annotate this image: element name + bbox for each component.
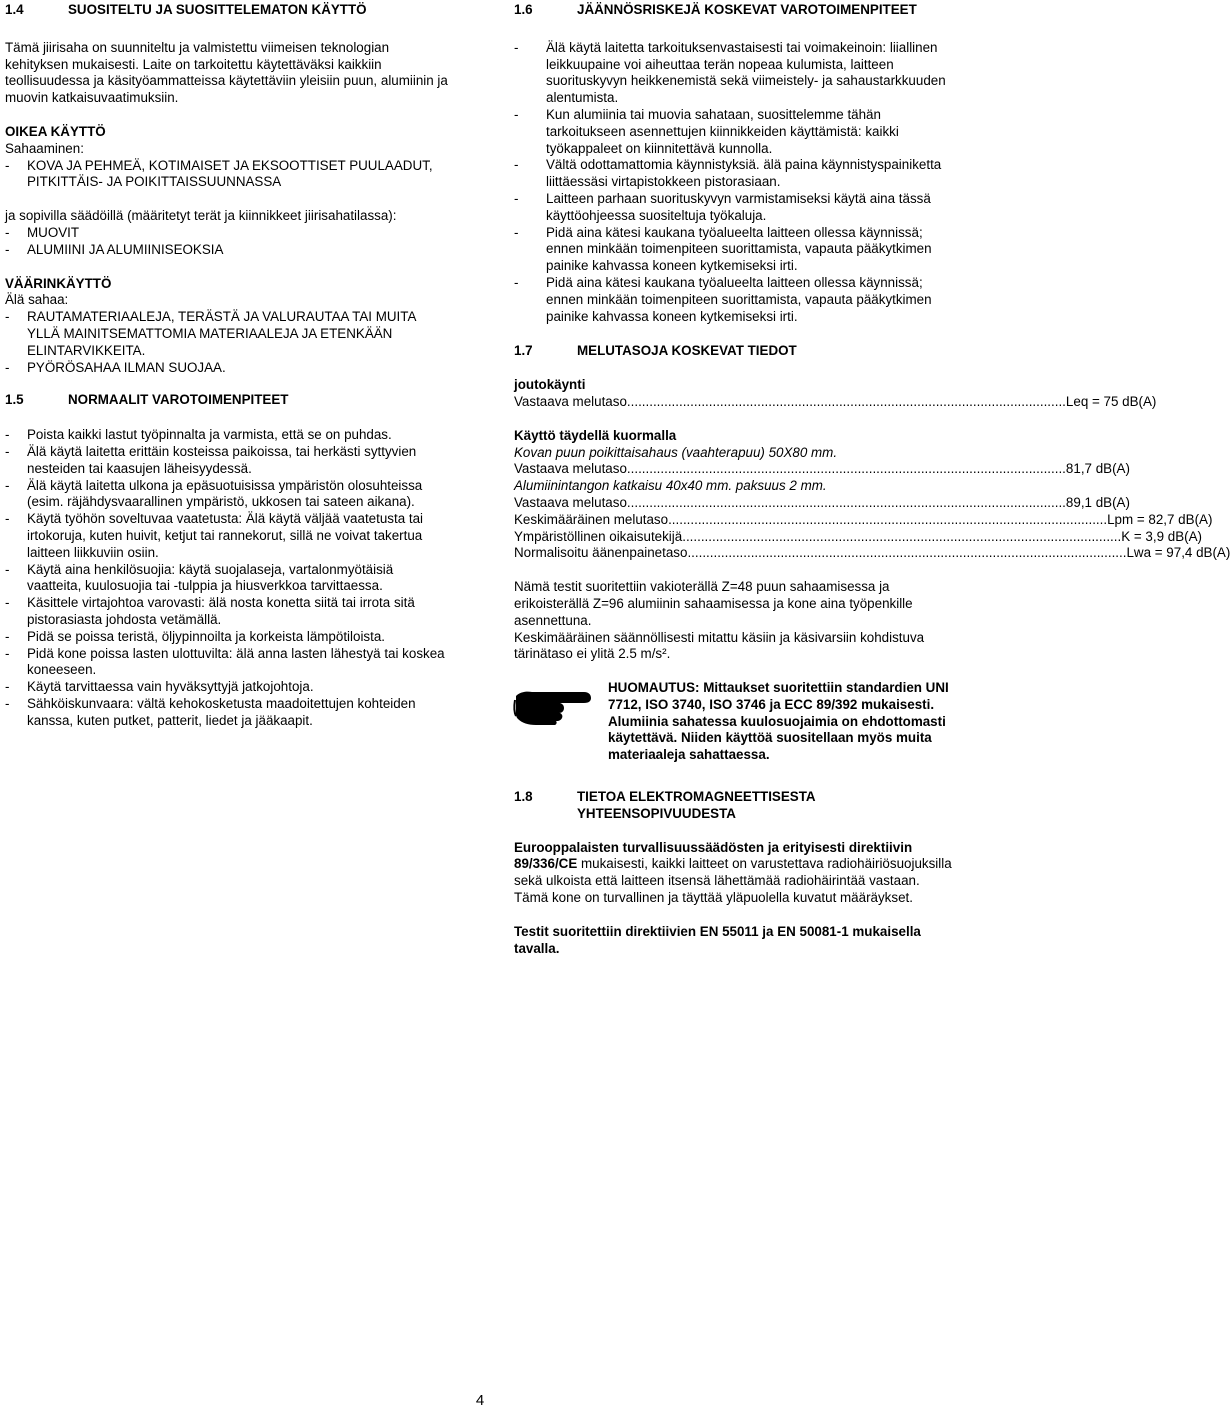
section-number: 1.7	[514, 343, 533, 359]
do-not-saw-label: Älä sahaa:	[5, 292, 69, 308]
emc-paragraph: Eurooppalaisten turvallisuussäädösten ja erityisesti direktiivin 89/336/CE mukaisesti, kaikki laitteet on varustettava radiohäiriösuojuksilla sekä ulkoista että laitteen itsensä lähettämää radiohäirintää vastaan.	[514, 839, 952, 889]
correct-use-heading: OIKEA KÄYTTÖ	[5, 123, 106, 139]
section-number: 1.4	[5, 2, 24, 17]
page-number: 4	[475, 1392, 485, 1409]
list-item: - Älä käytä laitetta tarkoituksenvastaisesti tai voimakeinoin: liiallinen leikkuupaine voi aiheuttaa terän nopeaa kulumista, laitteen suorituskyvyn heikkenemistä sekä viimeistely- ja sahaustarkkuuden alentumista.	[514, 39, 946, 106]
noise-row: Vastaava melutaso ...................................................................................................................... 81,7 dB(A)	[514, 461, 1130, 477]
list-item: - Kun alumiinia tai muovia sahataan, suosittelemme tähän tarkoitukseen asennettujen kiinnikkeiden käyttämistä: kaikki työkappaleet on kiinnitettävä kunnolla.	[514, 106, 899, 156]
noise-row: Vastaava melutaso ...................................................................................................................... Leq = 75 dB(A)	[514, 393, 1157, 409]
test-description: Kovan puun poikittaisahaus (vaahterapuu) 50X80 mm.	[514, 444, 838, 460]
section-title: JÄÄNNÖSRISKEJÄ KOSKEVAT VAROTOIMENPITEET	[577, 2, 917, 17]
list-item: - Vältä odottamattomia käynnistyksiä. älä paina käynnistyspainiketta liittäessäsi virtapistokkeen pistorasiaan.	[514, 157, 942, 190]
noise-row: Vastaava melutaso ...................................................................................................................... 89,1 dB(A)	[514, 494, 1130, 510]
general-precautions-list	[5, 427, 448, 729]
noise-row: Keskimääräinen melutaso ...................................................................................................................... Lpm = 82,7 dB(A)	[514, 511, 1213, 527]
residual-risk-list	[514, 40, 960, 326]
list-item: - RAUTAMATERIAALEJA, TERÄSTÄ JA VALURAUTAA TAI MUITA YLLÄ MAINITSEMATTOMIA MATERIAALEJA JA ETENKÄÄN ELINTARVIKKEITA.	[5, 309, 416, 358]
noise-row: Normalisoitu äänenpainetaso ...................................................................................................................... Lwa = 97,4 dB(A)	[514, 545, 1230, 561]
note-block	[514, 680, 960, 764]
list-item: - Pidä se poissa teristä, öljypinnoilta ja korkeista lämpötiloista.	[5, 628, 386, 644]
list-item: - Laitteen parhaan suorituskyvyn varmistamiseksi käytä aina tässä käyttöohjeessa suositeltuja työkaluja.	[514, 190, 931, 223]
list-item: - Käsittele virtajohtoa varovasti: älä nosta konetta siitä tai irrota sitä pistorasiasta johdosta vetämällä.	[5, 595, 415, 627]
emc-compliance: Tämä kone on turvallinen ja täyttää yläpuolella kuvatut määräykset.	[514, 890, 913, 906]
section-1-8-heading	[514, 789, 960, 823]
section-number: 1.5	[5, 392, 24, 408]
section-title: NORMAALIT VAROTOIMENPITEET	[68, 392, 289, 408]
settings-paragraph: ja sopivilla säädöillä (määritetyt terät ja kiinnikkeet jiirisahatilassa):	[5, 208, 397, 224]
right-column	[514, 0, 1230, 957]
list-item: - Sähköiskunvaara: vältä kehokosketusta maadoitettujen kohteiden kanssa, kuten putket, patterit, liedet ja jääkaapit.	[5, 695, 416, 728]
section-1-5-heading	[5, 392, 448, 409]
vibration-paragraph: Keskimääräinen säännöllisesti mitattu käsiin ja käsivarsiin kohdistuva tärinätaso ei ylitä 2.5 m/s².	[514, 629, 925, 662]
left-column	[5, 0, 448, 729]
full-load-heading: Käyttö täydellä kuormalla	[514, 427, 677, 443]
section-title: SUOSITELTU JA SUOSITTELEMATON KÄYTTÖ	[68, 2, 367, 17]
list-item: - MUOVIT	[5, 224, 80, 240]
misuse-heading: VÄÄRINKÄYTTÖ	[5, 275, 112, 291]
list-item: - Pidä aina kätesi kaukana työalueelta laitteen ollessa käynnissä; ennen minkään toimenpiteen suorittamista, vapauta pääkytkimen painike kahvassa koneen kytkemiseksi irti.	[514, 274, 932, 324]
list-item: - Käytä työhön soveltuvaa vaatetusta: Älä käytä väljää vaatetusta tai irtokoruja, kuten huivit, ketjut tai rannekorut, sillä ne voivat takertua laitteen liikkuviin osiin.	[5, 511, 424, 560]
emc-tests: Testit suoritettiin direktiivien EN 55011 ja EN 50081-1 mukaisella tavalla.	[514, 923, 921, 956]
section-title: MELUTASOJA KOSKEVAT TIEDOT	[577, 343, 797, 359]
intro-paragraph: Tämä jiirisaha on suunniteltu ja valmistettu viimeisen teknologian kehityksen mukaisesti. Laite on tarkoitettu käytettäväksi kaikkiin teollisuudessa ja käsityöammatteissa käytettäviin yleisiin puun, alumiinin ja muovin katkaisuvaatimuksiin.	[5, 39, 448, 106]
note-text: HUOMAUTUS: Mittaukset suoritettiin standardien UNI 7712, ISO 3740, ISO 3746 ja ECC 89/392 mukaisesti. Alumiinia sahatessa kuulosuojaimia on ehdottomasti käytettävä. Niiden käyttöä suositellaan myös muita materiaaleja sahattaessa.	[608, 680, 949, 763]
section-1-4-heading	[5, 2, 448, 19]
section-number: 1.6	[514, 2, 533, 17]
list-item: - Käytä tarvittaessa vain hyväksyttyjä jatkojohtoja.	[5, 679, 314, 695]
section-number: 1.8	[514, 789, 533, 805]
list-item: - PYÖRÖSAHAA ILMAN SUOJAA.	[5, 359, 226, 375]
pointing-hand-icon	[514, 680, 608, 764]
list-item: - Poista kaikki lastut työpinnalta ja varmista, että se on puhdas.	[5, 427, 392, 443]
list-item: - Älä käytä laitetta ulkona ja epäsuotuisissa ympäristön olosuhteissa (esim. räjähdysvaarallinen ympäristö, ukkosen tai sateen aikana).	[5, 477, 423, 510]
list-item: - Älä käytä laitetta erittäin kosteissa paikoissa, tai herkästi syttyvien nesteiden tai kaasujen läheisyydessä.	[5, 443, 417, 476]
list-item: - Pidä aina kätesi kaukana työalueelta laitteen ollessa käynnissä; ennen minkään toimenpiteen suorittamista, vapauta pääkytkimen painike kahvassa koneen kytkemiseksi irti.	[514, 224, 932, 274]
list-item: - KOVA JA PEHMEÄ, KOTIMAISET JA EKSOOTTISET PUULAADUT, PITKITTÄIS- JA POIKITTAISSUUNNASSA	[5, 157, 433, 190]
section-1-6-heading	[514, 2, 960, 19]
list-item: - Käytä aina henkilösuojia: käytä suojalaseja, vartalonmyötäisiä vaatteita, kuulosuojia tai -tulppia ja hiusverkkoa tarvittaessa.	[5, 561, 394, 594]
noise-row: Ympäristöllinen oikaisutekijä ...................................................................................................................... K = 3,9 dB(A)	[514, 528, 1202, 544]
idle-heading: joutokäynti	[514, 377, 586, 393]
list-item: - ALUMIINI JA ALUMIINISEOKSIA	[5, 241, 224, 257]
list-item: - Pidä kone poissa lasten ulottuvilta: älä anna lasten lähestyä tai koskea koneeseen.	[5, 645, 445, 678]
sawing-label: Sahaaminen:	[5, 140, 84, 156]
test-conditions-paragraph: Nämä testit suoritettiin vakioterällä Z=48 puun sahaamisessa ja erikoisterällä Z=96 alumiinin sahaamisessa ja kone aina työpenkille asennettuna.	[514, 579, 913, 628]
test-description: Alumiinintangon katkaisu 40x40 mm. paksuus 2 mm.	[514, 478, 827, 494]
section-1-7-heading	[514, 343, 960, 360]
section-title: TIETOA ELEKTROMAGNEETTISESTA YHTEENSOPIVUUDESTA	[577, 789, 816, 821]
